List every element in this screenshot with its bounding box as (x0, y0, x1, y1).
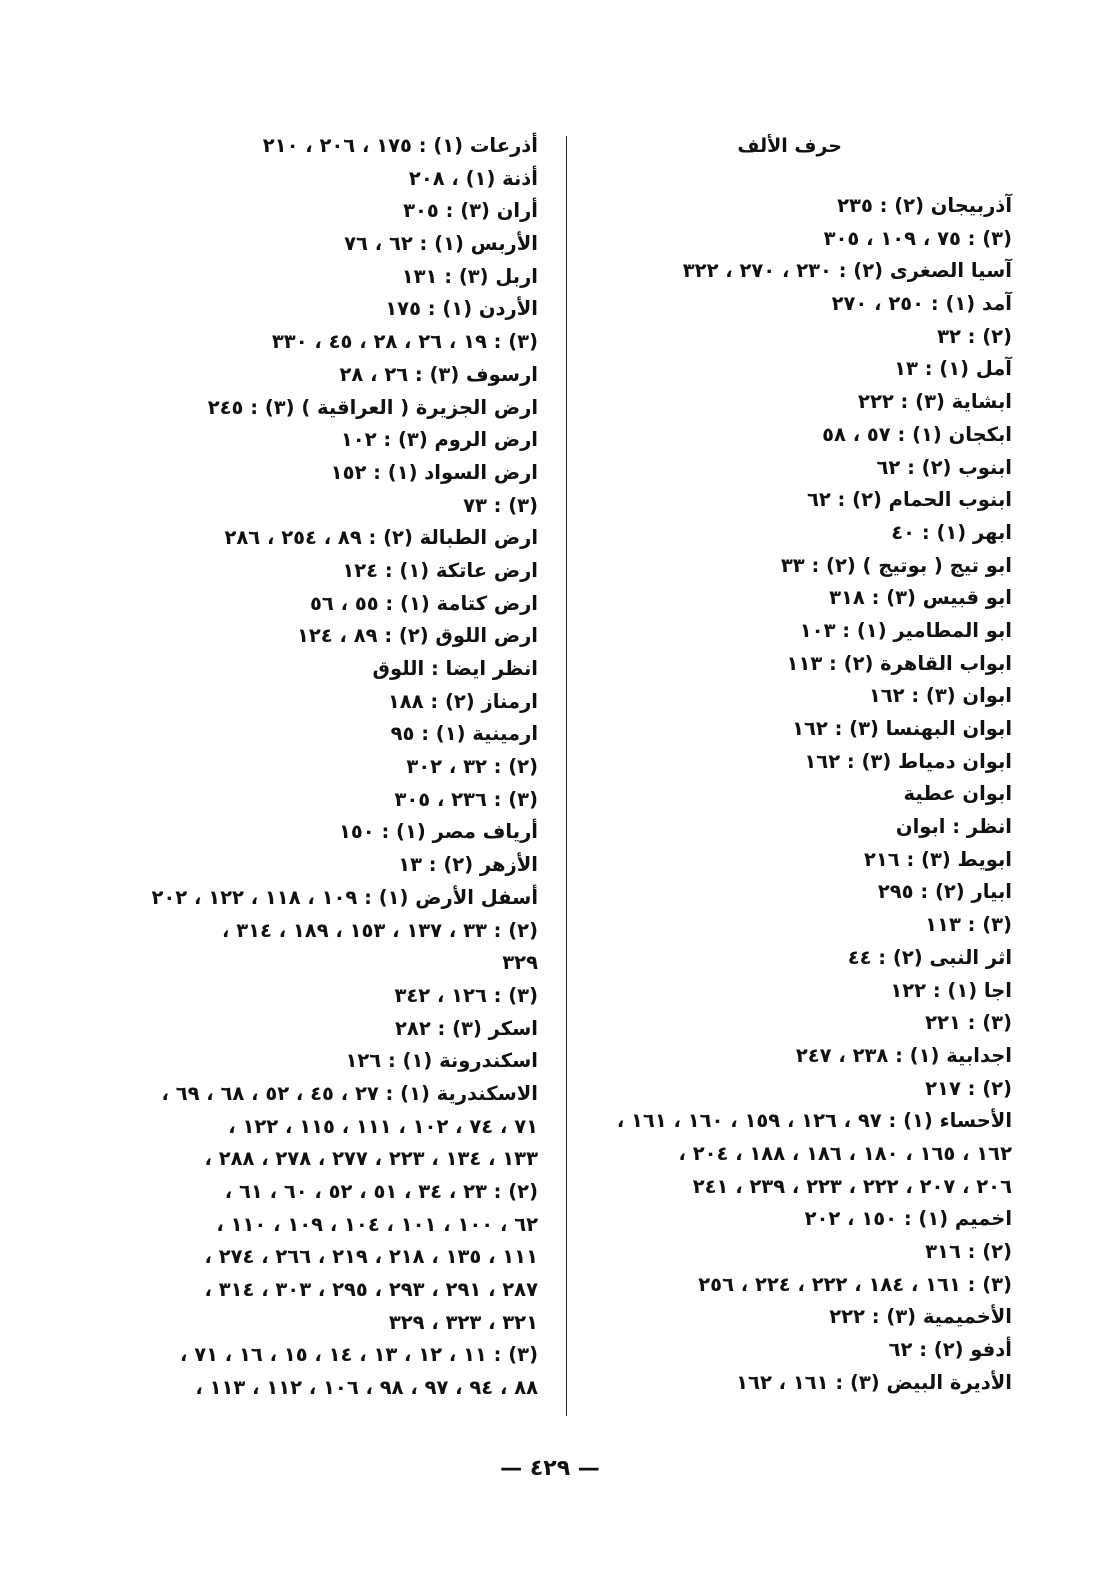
index-entry-line: ابويط (٣) : ٢١٦ (863, 847, 1012, 871)
index-column-left (110, 130, 538, 1405)
index-entry-line: ابو قبيس (٣) : ٣١٨ (829, 586, 1012, 610)
index-entry-line: (٣) : ١١٣ (925, 913, 1012, 937)
index-entry-line: أران (٣) : ٣٠٥ (403, 199, 538, 223)
index-entry-line: ٣٢٩ (502, 951, 538, 975)
index-entry-line: اخميم (١) : ١٥٠ ، ٢٠٢ (804, 1207, 1012, 1231)
index-entry-line: (٣) : ١١ ، ١٢ ، ١٣ ، ١٤ ، ١٥ ، ١٦ ، ٧١ ، (179, 1343, 538, 1367)
index-entry-line: اجدابية (١) : ٢٣٨ ، ٢٤٧ (795, 1043, 1012, 1067)
index-entry-line: آمل (١) : ١٣ (894, 357, 1012, 381)
index-entry-line: اجا (١) : ١٢٢ (890, 978, 1012, 1002)
index-entry-line: ابوان البهنسا (٣) : ١٦٢ (792, 717, 1012, 740)
index-entry-line: الأخميمية (٣) : ٢٢٢ (829, 1305, 1012, 1329)
index-entry-line: ارض كتامة (١) : ٥٥ ، ٥٦ (310, 591, 538, 615)
index-entry-line: ابو تيج ( بوتيج ) (٢) : ٣٣ (780, 553, 1012, 577)
index-entry-line: (٢) : ٣٢ ، ٣٠٢ (406, 755, 538, 779)
index-entry-line: أدفو (٢) : ٦٢ (888, 1338, 1012, 1362)
index-entry-line: اثر النبى (٢) : ٤٤ (847, 945, 1012, 969)
index-entry-line: ارض عاتكة (١) : ١٢٤ (342, 558, 538, 582)
index-entry-line: (٣) : ٢٣٦ ، ٣٠٥ (394, 787, 538, 811)
left-entries (110, 130, 538, 1405)
index-entry-line: ارمينية (١) : ٩٥ (390, 722, 538, 746)
right-entries (580, 190, 1012, 1399)
index-entry-line: ارض الطبالة (٢) : ٨٩ ، ٢٥٤ ، ٢٨٦ (224, 526, 538, 550)
index-entry-line: أذنة (١) ، ٢٠٨ (408, 166, 538, 190)
index-entry-line: ٧١ ، ٧٤ ، ١٠٢ ، ١١١ ، ١١٥ ، ١٢٢ ، (228, 1114, 538, 1138)
index-entry-line: الأحساء (١) : ٩٧ ، ١٢٦ ، ١٥٩ ، ١٦٠ ، ١٦١ ، (616, 1109, 1012, 1133)
index-entry-line: آسيا الصغرى (٢) : ٢٣٠ ، ٢٧٠ ، ٣٢٢ (682, 259, 1012, 283)
index-entry-line: الأديرة البيض (٣) : ١٦١ ، ١٦٢ (736, 1370, 1012, 1394)
index-entry-line: الأردن (١) : ١٧٥ (385, 297, 538, 321)
index-entry-line: ابو المطامير (١) : ١٠٣ (799, 618, 1012, 642)
index-entry-line: آذربيجان (٢) : ٢٣٥ (837, 194, 1012, 217)
index-column-right (580, 130, 1012, 1399)
index-entry-line: ٢٨٧ ، ٢٩١ ، ٢٩٣ ، ٢٩٥ ، ٣٠٣ ، ٣١٤ ، (204, 1278, 538, 1302)
index-entry-line: ٢٠٦ ، ٢٠٧ ، ٢٢٢ ، ٢٢٣ ، ٢٣٩ ، ٢٤١ (692, 1174, 1012, 1198)
index-entry-line: ارمناز (٢) : ١٨٨ (387, 689, 538, 713)
index-entry-line: (٣) : ٧٥ ، ١٠٩ ، ٣٠٥ (823, 226, 1012, 250)
index-entry-line: ١٦٢ ، ١٦٥ ، ١٨٠ ، ١٨٦ ، ١٨٨ ، ٢٠٤ ، (678, 1141, 1012, 1165)
index-entry-line: ارسوف (٣) : ٢٦ ، ٢٨ (339, 362, 538, 386)
index-entry-line: أذرعات (١) : ١٧٥ ، ٢٠٦ ، ٢١٠ (262, 134, 538, 157)
index-entry-line: (٣) : ١٦١ ، ١٨٤ ، ٢٢٢ ، ٢٢٤ ، ٢٥٦ (698, 1272, 1012, 1296)
index-entry-line: ارض اللوق (٢) : ٨٩ ، ١٢٤ (297, 624, 538, 648)
index-entry-line: (٢) : ٣٣ ، ١٣٧ ، ١٥٣ ، ١٨٩ ، ٣١٤ ، (221, 918, 538, 942)
index-entry-line: آمد (١) : ٢٥٠ ، ٢٧٠ (831, 292, 1012, 316)
index-entry-line: ١١١ ، ١٣٥ ، ٢١٨ ، ٢١٩ ، ٢٦٦ ، ٢٧٤ ، (204, 1245, 538, 1269)
index-entry-line: (٢) : ٣٢ (937, 324, 1012, 348)
index-entry-line: انظر : ابوان (895, 815, 1012, 839)
index-entry-line: ابهر (١) : ٤٠ (891, 520, 1012, 544)
index-entry-line: ابكجان (١) : ٥٧ ، ٥٨ (822, 422, 1012, 446)
index-entry-line: ٣٢١ ، ٣٢٣ ، ٣٢٩ (388, 1310, 538, 1334)
page-number: — ٤٢٩ — (500, 1456, 600, 1481)
index-entry-line: ابوان (٣) : ١٦٢ (868, 684, 1012, 708)
index-entry-line: الأربس (١) : ٦٢ ، ٧٦ (344, 232, 538, 256)
index-entry-line: الاسكندرية (١) : ٢٧ ، ٤٥ ، ٥٢ ، ٦٨ ، ٦٩ ، (161, 1081, 538, 1105)
index-entry-line: اسكر (٣) : ٢٨٢ (395, 1016, 538, 1040)
index-entry-line: ابوان دمياط (٣) : ١٦٢ (804, 749, 1012, 773)
index-entry-line: (٣) : ١٩ ، ٢٦ ، ٢٨ ، ٤٥ ، ٣٣٠ (271, 330, 538, 354)
index-entry-line: اسكندرونة (١) : ١٢٦ (345, 1049, 538, 1073)
index-entry-line: ٨٨ ، ٩٤ ، ٩٧ ، ٩٨ ، ١٠٦ ، ١١٢ ، ١١٣ ، (195, 1376, 538, 1400)
column-divider (566, 136, 567, 1416)
index-entry-line: (٣) : ٧٣ (463, 493, 538, 517)
index-entry-line: ابوان عطية (903, 782, 1012, 806)
index-entry-line: ارض السواد (١) : ١٥٢ (330, 460, 538, 484)
index-entry-line: (٣) : ٢٢١ (925, 1011, 1012, 1035)
index-entry-line: (٢) : ٢١٧ (925, 1076, 1012, 1100)
index-entry-line: ارض الروم (٣) : ١٠٢ (340, 428, 538, 452)
index-entry-line: اربل (٣) : ١٣١ (401, 264, 538, 288)
index-entry-line: انظر ايضا : اللوق (372, 657, 538, 680)
index-entry-line: ابشاية (٣) : ٢٢٢ (858, 390, 1012, 414)
index-entry-line: ارض الجزيرة ( العراقية ) (٣) : ٢٤٥ (207, 395, 538, 419)
index-entry-line: أرياف مصر (١) : ١٥٠ (338, 820, 538, 844)
index-entry-line: ابنوب (٢) : ٦٢ (876, 455, 1012, 479)
section-heading: حرف الألف (737, 135, 842, 157)
index-entry-line: أسفل الأرض (١) : ١٠٩ ، ١١٨ ، ١٢٢ ، ٢٠٢ (151, 885, 538, 909)
index-entry-line: ١٣٣ ، ١٣٤ ، ٢٢٣ ، ٢٧٧ ، ٢٧٨ ، ٢٨٨ ، (204, 1147, 538, 1171)
index-entry-line: ٦٢ ، ١٠٠ ، ١٠١ ، ١٠٤ ، ١٠٩ ، ١١٠ ، (216, 1212, 538, 1236)
index-entry-line: ابنوب الحمام (٢) : ٦٢ (806, 488, 1012, 512)
index-entry-line: الأزهر (٢) : ١٣ (398, 853, 538, 877)
index-entry-line: (٢) : ٣١٦ (925, 1240, 1012, 1263)
index-entry-line: ابيار (٢) : ٢٩٥ (877, 880, 1012, 904)
index-entry-line: (٢) : ٢٣ ، ٣٤ ، ٥١ ، ٥٢ ، ٦٠ ، ٦١ ، (224, 1180, 538, 1203)
index-entry-line: ابواب القاهرة (٢) : ١١٣ (786, 651, 1012, 675)
index-entry-line: (٣) : ١٢٦ ، ٣٤٢ (394, 983, 538, 1007)
